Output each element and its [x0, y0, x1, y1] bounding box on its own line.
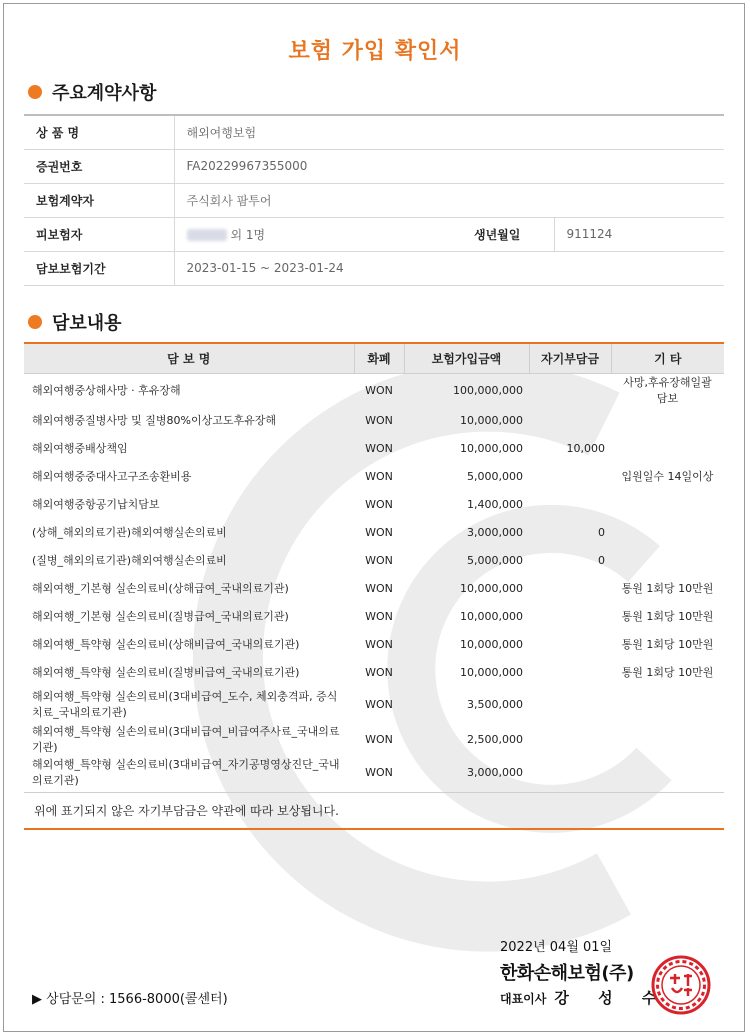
info-row	[24, 251, 724, 285]
info-value: FA20229967355000	[174, 149, 724, 183]
info-label: 증권번호	[24, 149, 174, 183]
coverage-row	[24, 658, 724, 686]
deductible	[529, 374, 611, 407]
remarks: 통원 1회당 10만원	[621, 582, 714, 595]
info-label: 담보보험기간	[24, 251, 174, 285]
remarks: 입원일수 14일이상	[621, 470, 714, 483]
coverage-row	[24, 374, 724, 407]
currency: WON	[365, 383, 393, 397]
info-value: 주식회사 팜투어	[174, 183, 724, 217]
currency: WON	[365, 732, 393, 746]
insured-amount: 5,000,000	[467, 553, 523, 567]
remarks: 통원 1회당 10만원	[621, 666, 714, 679]
deductible-note: 위에 표기되지 않은 자기부담금은 약관에 따라 보상됩니다.	[24, 792, 724, 830]
info-row	[24, 183, 724, 217]
currency: WON	[365, 553, 393, 567]
certificate-document	[3, 3, 745, 1032]
insured-amount: 10,000,000	[460, 413, 523, 427]
coverage-name: 해외여행_특약형 실손의료비(3대비급여_비급여주사료_국내의료기관)	[32, 725, 340, 754]
insured-amount: 2,500,000	[467, 732, 523, 746]
coverage-name: 해외여행_기본형 실손의료비(상해급여_국내의료기관)	[32, 582, 289, 595]
coverage-row	[24, 434, 724, 462]
coverage-name: 해외여행_특약형 실손의료비(3대비급여_자기공명영상진단_국내의료기관)	[24, 755, 354, 792]
coverage-name: (상해_해외의료기관)해외여행실손의료비	[32, 526, 227, 539]
coverage-name: 해외여행_기본형 실손의료비(질병급여_국내의료기관)	[32, 610, 289, 623]
contact-info: ▶ 상담문의 : 1566-8000(콜센터)	[32, 992, 228, 1007]
coverage-name: 해외여행중질병사망 및 질병80%이상고도후유장해	[32, 414, 276, 427]
currency: WON	[365, 469, 393, 483]
insured-amount: 10,000,000	[460, 441, 523, 455]
coverage-name: 해외여행중항공기납치담보	[32, 498, 160, 511]
remarks	[611, 755, 724, 792]
coverage-name: 해외여행중중대사고구조송환비용	[32, 470, 192, 483]
main-contract-section-header	[28, 80, 156, 104]
section-title: 주요계약사항	[52, 83, 157, 104]
deductible	[529, 723, 611, 755]
insured-amount: 10,000,000	[460, 609, 523, 623]
insured-amount: 3,000,000	[404, 755, 529, 792]
coverage-name: (질병_해외의료기관)해외여행실손의료비	[32, 554, 227, 567]
currency: WON	[365, 697, 393, 711]
column-header: 기 타	[611, 343, 724, 374]
deductible	[529, 630, 611, 658]
insured-amount: 5,000,000	[467, 469, 523, 483]
info-value: 2023-01-15 ~ 2023-01-24	[174, 251, 724, 285]
remarks: 사망,후유장해일괄 담보	[623, 376, 712, 405]
column-header: 화폐	[354, 343, 404, 374]
deductible	[529, 574, 611, 602]
insured-amount: 100,000,000	[453, 383, 523, 397]
deductible	[529, 658, 611, 686]
currency: WON	[365, 581, 393, 595]
insured-amount: 3,000,000	[467, 525, 523, 539]
currency: WON	[365, 525, 393, 539]
insured-value: 외 1명	[174, 217, 384, 251]
coverage-name: 해외여행_특약형 실손의료비(질병비급여_국내의료기관)	[32, 666, 300, 679]
remarks	[611, 434, 724, 462]
coverage-row	[24, 546, 724, 574]
remarks	[611, 518, 724, 546]
representative	[500, 987, 668, 1008]
currency: WON	[365, 609, 393, 623]
deductible: 0	[598, 553, 605, 567]
coverage-row	[24, 490, 724, 518]
info-label: 보험계약자	[24, 183, 174, 217]
rep-name: 강 성 수	[554, 989, 669, 1007]
insured-amount: 3,500,000	[467, 697, 523, 711]
remarks: 통원 1회당 10만원	[621, 610, 714, 623]
rep-title: 대표이사	[500, 992, 547, 1006]
remarks	[611, 406, 724, 434]
insured-amount: 10,000,000	[460, 637, 523, 651]
coverage-header-row	[24, 343, 724, 374]
remarks	[611, 723, 724, 755]
coverage-row	[24, 686, 724, 723]
currency: WON	[365, 497, 393, 511]
info-row	[24, 149, 724, 183]
info-row	[24, 217, 724, 251]
contract-info-table	[24, 114, 724, 286]
coverage-row	[24, 406, 724, 434]
info-label: 생년월일	[384, 217, 554, 251]
coverage-row	[24, 630, 724, 658]
coverage-row	[24, 574, 724, 602]
insured-amount: 10,000,000	[460, 581, 523, 595]
column-header: 보험가입금액	[404, 343, 529, 374]
redacted-name	[187, 229, 227, 241]
currency: WON	[365, 665, 393, 679]
deductible	[529, 602, 611, 630]
remarks: 통원 1회당 10만원	[621, 638, 714, 651]
coverage-row	[24, 602, 724, 630]
coverage-row	[24, 755, 724, 792]
orange-bullet-icon	[28, 85, 42, 99]
currency: WON	[354, 755, 404, 792]
section-title: 담보내용	[52, 313, 122, 334]
company-seal-stamp	[650, 954, 712, 1016]
remarks	[611, 686, 724, 723]
deductible	[529, 406, 611, 434]
info-value: 911124	[554, 217, 724, 251]
info-row	[24, 115, 724, 149]
remarks	[611, 546, 724, 574]
coverage-row	[24, 462, 724, 490]
issue-date: 2022년 04월 01일	[500, 940, 613, 955]
coverage-name: 해외여행_특약형 실손의료비(상해비급여_국내의료기관)	[32, 638, 300, 651]
deductible	[529, 490, 611, 518]
info-value: 해외여행보험	[174, 115, 724, 149]
deductible	[529, 686, 611, 723]
deductible: 0	[598, 525, 605, 539]
coverage-name: 해외여행중배상책임	[32, 442, 128, 455]
coverage-section-header	[28, 310, 122, 334]
deductible	[529, 462, 611, 490]
column-header: 담 보 명	[24, 343, 354, 374]
currency: WON	[365, 441, 393, 455]
company-name: 한화손해보험(주)	[500, 963, 634, 984]
coverage-row	[24, 723, 724, 755]
coverage-row	[24, 518, 724, 546]
info-label: 피보험자	[24, 217, 174, 251]
document-title: 보험 가입 확인서	[288, 39, 462, 64]
column-header: 자기부담금	[529, 343, 611, 374]
orange-bullet-icon	[28, 315, 42, 329]
currency: WON	[365, 637, 393, 651]
remarks	[611, 490, 724, 518]
insured-amount: 10,000,000	[460, 665, 523, 679]
coverage-name: 해외여행_특약형 실손의료비(3대비급여_도수, 체외충격파, 증식치료_국내의료기관)	[32, 689, 338, 719]
currency: WON	[365, 413, 393, 427]
coverage-table	[24, 342, 724, 793]
info-label: 상 품 명	[24, 115, 174, 149]
deductible: 10,000	[566, 441, 605, 455]
insured-amount: 1,400,000	[467, 497, 523, 511]
coverage-name: 해외여행중상해사망 · 후유장해	[32, 384, 181, 397]
deductible	[529, 755, 611, 792]
